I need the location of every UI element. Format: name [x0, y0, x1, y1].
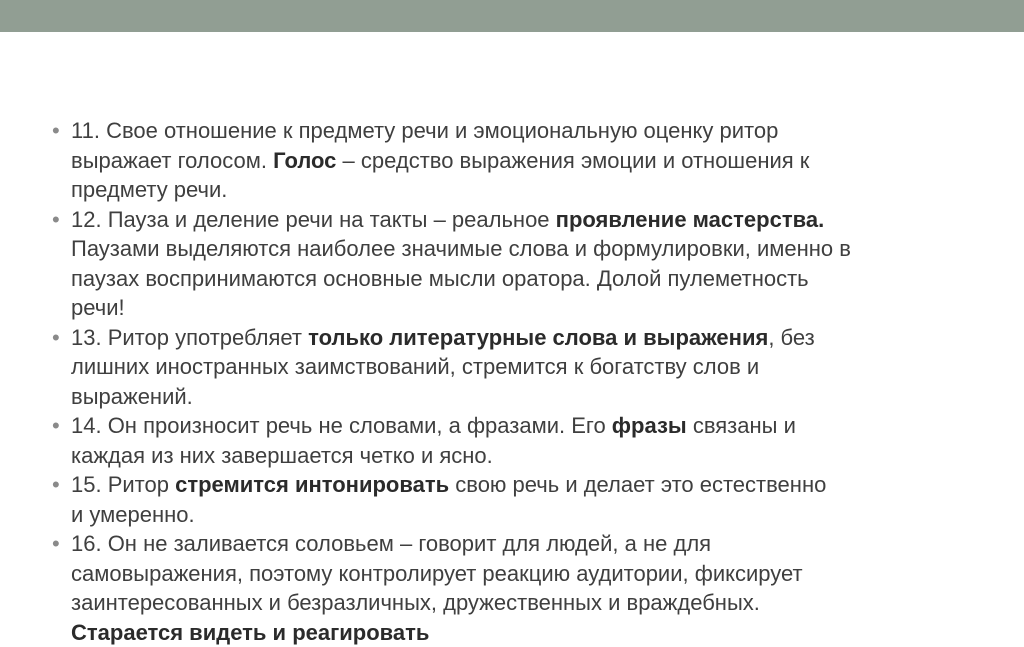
text-line [71, 264, 982, 294]
body-text: речи! [71, 295, 125, 320]
body-text: 13. Ритор употребляет [71, 325, 308, 350]
body-text: 11. Свое отношение к предмету речи и эмоциональную оценку ритор [71, 118, 778, 143]
bullet-icon: • [52, 470, 60, 500]
bullet-icon: • [52, 411, 60, 441]
bullet-icon: • [52, 323, 60, 353]
emphasis-text: стремится интонировать [175, 472, 449, 497]
text-line [71, 441, 982, 471]
emphasis-text: Старается видеть и реагировать [71, 620, 429, 645]
emphasis-text: проявление мастерства. [556, 207, 825, 232]
emphasis-text: только литературные слова и выражения [308, 325, 768, 350]
bullet-icon: • [52, 529, 60, 559]
text-line [71, 500, 982, 530]
text-line [71, 529, 982, 559]
body-text: 16. Он не заливается соловьем – говорит для людей, а не для [71, 531, 711, 556]
list-item [52, 205, 982, 323]
body-text: связаны и [687, 413, 796, 438]
list-item [52, 116, 982, 205]
body-text: 14. Он произносит речь не словами, а фразами. Его [71, 413, 612, 438]
text-line [71, 323, 982, 353]
slide-header-bar [0, 0, 1024, 32]
body-text: самовыражения, поэтому контролирует реакцию аудитории, фиксирует [71, 561, 803, 586]
text-line [71, 588, 982, 618]
body-text: 15. Ритор [71, 472, 175, 497]
text-line [71, 205, 982, 235]
body-text: выражений. [71, 384, 193, 409]
text-line [71, 146, 982, 176]
slide-content [52, 116, 982, 647]
bullet-icon: • [52, 116, 60, 146]
text-line [71, 559, 982, 589]
body-text: свою речь и делает это естественно [449, 472, 826, 497]
body-text: заинтересованных и безразличных, дружественных и враждебных. [71, 590, 760, 615]
body-text: каждая из них завершается четко и ясно. [71, 443, 493, 468]
emphasis-text: фразы [612, 413, 687, 438]
bullet-icon: • [52, 205, 60, 235]
text-line [71, 352, 982, 382]
list-item [52, 470, 982, 529]
body-text: – средство выражения эмоции и отношения к [336, 148, 809, 173]
text-line [71, 470, 982, 500]
body-text: Паузами выделяются наиболее значимые слова и формулировки, именно в [71, 236, 851, 261]
body-text: и умеренно. [71, 502, 195, 527]
body-text: 12. Пауза и деление речи на такты – реальное [71, 207, 556, 232]
body-text: лишних иностранных заимствований, стремится к богатству слов и [71, 354, 759, 379]
body-text: паузах воспринимаются основные мысли оратора. Долой пулеметность [71, 266, 809, 291]
text-line [71, 175, 982, 205]
list-item [52, 323, 982, 412]
text-line [71, 382, 982, 412]
list-item [52, 529, 982, 647]
emphasis-text: Голос [273, 148, 336, 173]
body-text: выражает голосом. [71, 148, 273, 173]
body-text: предмету речи. [71, 177, 227, 202]
list-item [52, 411, 982, 470]
text-line [71, 116, 982, 146]
body-text: , без [768, 325, 814, 350]
text-line [71, 234, 982, 264]
text-line [71, 411, 982, 441]
text-line [71, 293, 982, 323]
